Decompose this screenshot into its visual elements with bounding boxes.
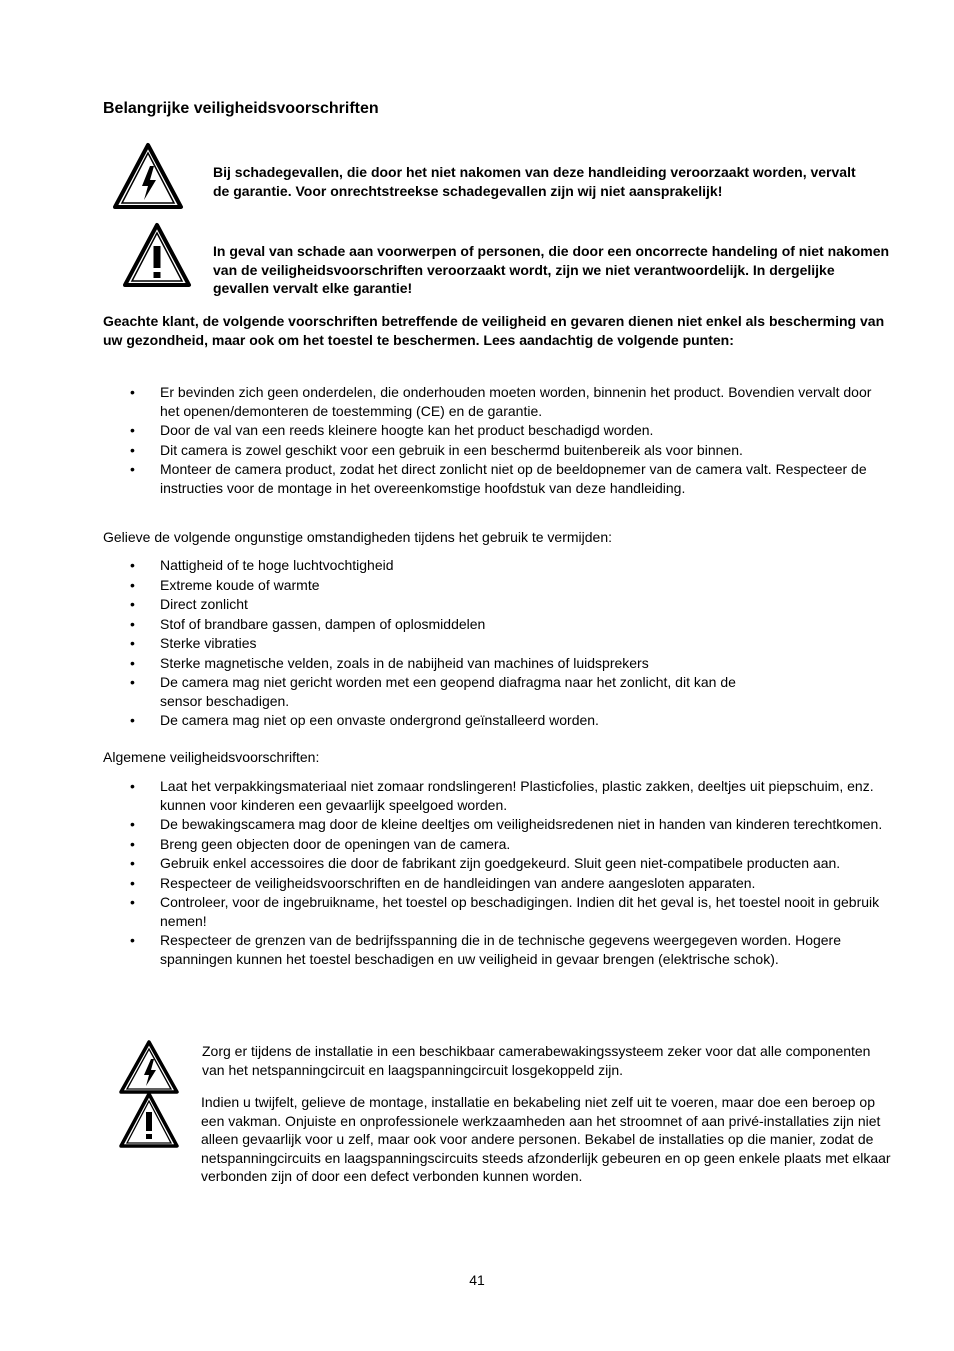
bullet: • [130,635,135,651]
high-voltage-warning-icon [118,1039,180,1095]
bullet: • [130,712,135,728]
list-item: • Sterke magnetische velden, zoals in de nabijheid van machines of luidsprekers [130,654,649,671]
avoid-heading: Gelieve de volgende ongunstige omstandigheden tijdens het gebruik te vermijden: [103,529,613,545]
safety-list [130,383,890,498]
avoid-list [130,556,890,731]
exclamation-warning-icon [122,222,192,288]
bullet: • [130,615,135,632]
list-item: • Extreme koude of warmte [130,576,320,593]
list-item: • Breng geen objecten door de openingen van de camera. [130,835,511,852]
list-item: • Nattigheid of te hoge luchtvochtigheid [130,557,394,573]
warning-text-warranty: Bij schadegevallen, die door het niet nakomen van deze handleiding veroorzaakt worden, vervalt de garantie. Voor onrechtstreekse schadegevallen zijn wij niet aansprakelijk! [213,164,856,199]
list-item: • Door de val van een reeds kleinere hoogte kan het product beschadigd worden. [130,422,654,438]
page-number: 41 [469,1272,485,1288]
note-disconnect: Zorg er tijdens de installatie in een beschikbaar camerabewakingssysteem zeker voor dat alle componenten van het netspanningcircuit en laagspanningcircuit losgekoppeld zijn. [202,1043,871,1078]
warning-text-liability: In geval van schade aan voorwerpen of personen, die door een oncorrecte handeling of niet nakomen van de veiligheidsvoorschriften veroorzaakt wordt, zijn we niet verantwoordelijk. In dergelijke gevallen vervalt elke garantie! [213,243,890,296]
bullet: • [130,932,135,948]
list-item: • Monteer de camera product, zodat het direct zonlicht niet op de beeldopnemer van de camera valt. Respecteer de instructies voor de montage in het overeenkomstige hoofdstuk van deze handleiding. [130,461,867,496]
note-professional: Indien u twijfelt, gelieve de montage, installatie en bekabeling niet zelf uit te voeren, maar doe een beroep op een vakman. Onjuiste en onprofessionele werkzaamheden aan het stroomnet of aan privé-installaties zijn niet alleen gevaarlijk voor u zelf, maar ook voor andere personen. Bekabel de installaties op die manier, zodat de netspanningcircuits en laagspanningscircuits steeds afzonderlijk gebeuren en op geen enkele plaats met elkaar verbonden zijn of door een defect verbonden kunnen worden. [201,1094,891,1184]
bullet: • [130,557,135,573]
general-list [130,777,890,969]
list-item: • Direct zonlicht [130,596,248,612]
list-item: • De bewakingscamera mag door de kleine deeltjes om veiligheidsredenen niet in handen van kinderen terechtkomen. [130,816,883,832]
bullet: • [130,855,135,871]
bullet: • [130,596,135,612]
list-item: • Laat het verpakkingsmateriaal niet zomaar rondslingeren! Plasticfolies, plastic zakken, deeltjes uit piepschuim, enz. kunnen voor kinderen een gevaarlijk speelgoed worden. [130,778,874,813]
bullet: • [130,894,135,910]
bullet: • [130,654,135,671]
bullet: • [130,384,135,400]
list-item: • Respecteer de grenzen van de bedrijfsspanning die in de technische gegevens weergegeven worden. Hogere spanningen kunnen het toestel beschadigen en uw veiligheid in gevaar brengen (elektrische schok). [130,932,842,967]
list-item: • De camera mag niet gericht worden met een geopend diafragma naar het zonlicht, dit kan de sensor beschadigen. [130,674,736,709]
exclamation-warning-icon [118,1091,180,1149]
bullet: • [130,576,135,593]
list-item: • Respecteer de veiligheidsvoorschriften en de handleidingen van andere aangesloten apparaten. [130,874,756,891]
bullet: • [130,461,135,477]
page-title: Belangrijke veiligheidsvoorschriften [103,100,379,117]
bullet: • [130,816,135,832]
list-item: • De camera mag niet op een onvaste ondergrond geïnstalleerd worden. [130,712,599,728]
bullet: • [130,674,135,690]
general-heading: Algemene veiligheidsvoorschriften: [103,749,320,765]
bullet: • [130,778,135,794]
bullet: • [130,874,135,891]
list-item: • Er bevinden zich geen onderdelen, die onderhouden moeten worden, binnenin het product. Bovendien vervalt door het openen/demonteren de toestemming (CE) en de garantie. [130,384,872,419]
bullet: • [130,422,135,438]
list-item: • Sterke vibraties [130,635,257,651]
list-item: • Gebruik enkel accessoires die door de fabrikant zijn goedgekeurd. Sluit geen niet-compatibele producten aan. [130,855,841,871]
list-item: • Stof of brandbare gassen, dampen of oplosmiddelen [130,615,486,632]
bullet: • [130,441,135,458]
list-item: • Dit camera is zowel geschikt voor een gebruik in een beschermd buitenbereik als voor binnen. [130,441,743,458]
list-item: • Controleer, voor de ingebruikname, het toestel op beschadigingen. Indien dit het geval is, het toestel nooit in gebruik nemen! [130,894,880,929]
high-voltage-warning-icon [112,142,184,210]
bullet: • [130,835,135,852]
intro-paragraph: Geachte klant, de volgende voorschriften betreffende de veiligheid en gevaren dienen niet enkel als bescherming van uw gezondheid, maar ook om het toestel te beschermen. Lees aandachtig de volgende punten: [103,313,885,348]
